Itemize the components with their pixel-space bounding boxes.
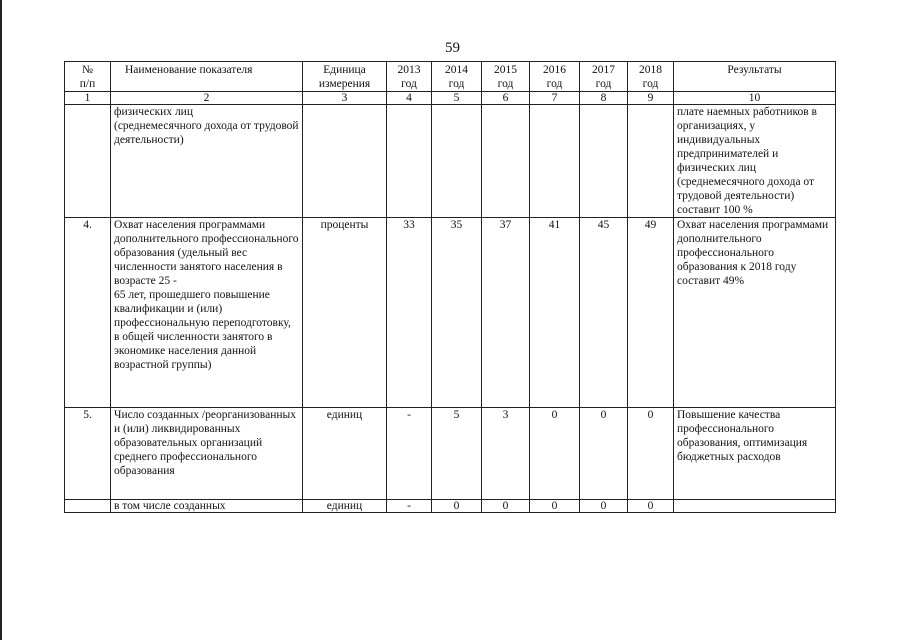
unit-cell: проценты — [303, 218, 387, 408]
result-cell: плате наемных работников в организациях, у индивидуальных предпринимателей и физических лиц (среднемесячного дохода от трудовой деятельности) составит 100 % — [674, 105, 836, 218]
value-2015: 37 — [482, 218, 530, 408]
column-number: 4 — [387, 92, 432, 105]
column-number: 5 — [432, 92, 482, 105]
table-header-row — [65, 62, 836, 92]
value-2018: 0 — [628, 500, 674, 513]
row-number — [65, 500, 111, 513]
column-number: 2 — [111, 92, 303, 105]
value-2015: 3 — [482, 408, 530, 500]
unit-cell: единиц — [303, 500, 387, 513]
unit-cell: единиц — [303, 408, 387, 500]
header-cell-no: № п/п — [65, 62, 111, 92]
column-number: 7 — [530, 92, 580, 105]
table-row — [65, 500, 836, 513]
result-cell: Повышение качества профессионального образования, оптимизация бюджетных расходов — [674, 408, 836, 500]
unit-cell — [303, 105, 387, 218]
value-2013: 33 — [387, 218, 432, 408]
indicators-table — [64, 61, 836, 513]
header-cell-2015: 2015 год — [482, 62, 530, 92]
value-2018 — [628, 105, 674, 218]
result-cell — [674, 500, 836, 513]
value-2018: 0 — [628, 408, 674, 500]
value-2017: 0 — [580, 408, 628, 500]
page-number: 59 — [445, 40, 460, 56]
value-2014: 0 — [432, 500, 482, 513]
table-row — [65, 105, 836, 218]
column-number: 3 — [303, 92, 387, 105]
value-2017: 0 — [580, 500, 628, 513]
table-row — [65, 408, 836, 500]
indicator-name: Число созданных /реорганизованных и (или) ликвидированных образовательных организаций среднего профессионального образования — [111, 408, 303, 500]
value-2017: 45 — [580, 218, 628, 408]
column-number: 6 — [482, 92, 530, 105]
column-number-row — [65, 92, 836, 105]
value-2013: - — [387, 408, 432, 500]
indicator-name: Охват населения программами дополнительного профессионального образования (удельный вес численности занятого населения в возрасте 25 - 65 лет, прошедшего повышение квалификации и (или) профессиональную переподготовку, в общей численности занятого в экономике населения данной возрастной группы) — [111, 218, 303, 408]
value-2016: 41 — [530, 218, 580, 408]
header-cell-2013: 2013 год — [387, 62, 432, 92]
row-number — [65, 105, 111, 218]
value-2014: 5 — [432, 408, 482, 500]
row-number: 4. — [65, 218, 111, 408]
column-number: 10 — [674, 92, 836, 105]
value-2013 — [387, 105, 432, 218]
value-2015: 0 — [482, 500, 530, 513]
left-margin-rule — [0, 0, 2, 640]
value-2016: 0 — [530, 408, 580, 500]
column-number: 9 — [628, 92, 674, 105]
indicator-name: в том числе созданных — [111, 500, 303, 513]
table-row — [65, 218, 836, 408]
header-cell-2016: 2016 год — [530, 62, 580, 92]
value-2016: 0 — [530, 500, 580, 513]
header-cell-2017: 2017 год — [580, 62, 628, 92]
column-number: 8 — [580, 92, 628, 105]
header-cell-name: Наименование показателя — [111, 62, 303, 92]
header-cell-unit: Единица измерения — [303, 62, 387, 92]
indicator-name: физических лиц (среднемесячного дохода от трудовой деятельности) — [111, 105, 303, 218]
result-cell: Охват населения программами дополнительного профессионального образования к 2018 году составит 49% — [674, 218, 836, 408]
header-cell-2014: 2014 год — [432, 62, 482, 92]
row-number: 5. — [65, 408, 111, 500]
value-2014: 35 — [432, 218, 482, 408]
header-cell-results: Результаты — [674, 62, 836, 92]
value-2018: 49 — [628, 218, 674, 408]
header-cell-2018: 2018 год — [628, 62, 674, 92]
value-2015 — [482, 105, 530, 218]
value-2017 — [580, 105, 628, 218]
value-2013: - — [387, 500, 432, 513]
value-2016 — [530, 105, 580, 218]
column-number: 1 — [65, 92, 111, 105]
value-2014 — [432, 105, 482, 218]
